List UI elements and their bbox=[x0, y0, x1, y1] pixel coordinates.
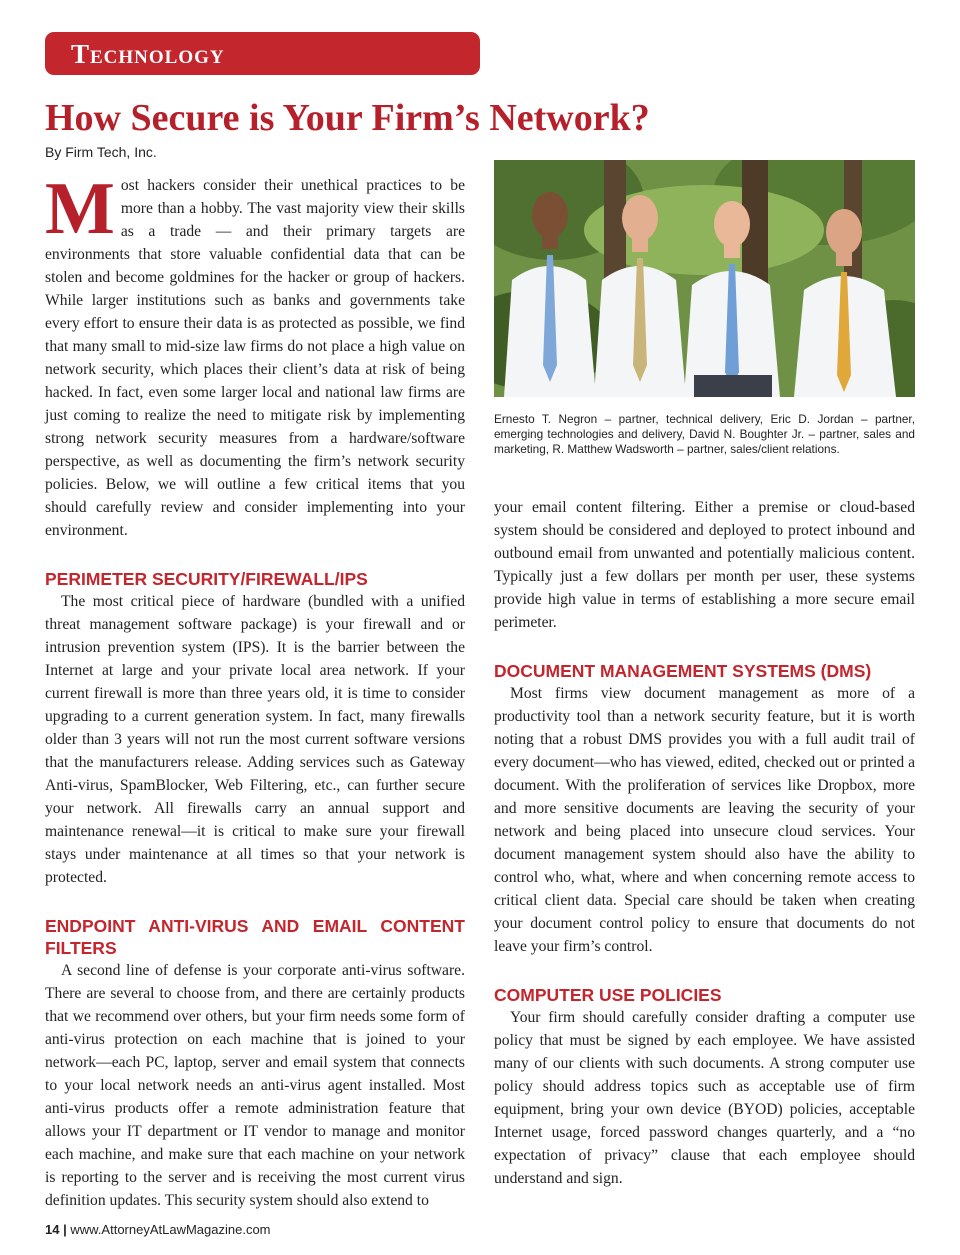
left-column bbox=[45, 168, 465, 1212]
heading-document-management: DOCUMENT MANAGEMENT SYSTEMS (DMS) bbox=[494, 661, 872, 681]
perimeter-security-body: The most critical piece of hardware (bundled with a unified threat management software package) is your firewall and or intrusion prevention system (IPS). It is the barrier between the Internet at large and your private local area network. If your current firewall is more than three years old, it is time to consider upgrading to a current generation system. In fact, many firewalls older than 3 years will not run the most current software versions that the manufacturers release. Adding services such as Gateway Anti-virus, SpamBlocker, Web Filtering, etc., can further secure your network. All firewalls carry an annual support and maintenance renewal—it is critical to make sure your firewall stays under maintenance at all times so that your network is protected. bbox=[45, 593, 465, 886]
intro-text: ost hackers consider their unethical practices to be more than a hobby. The vast majority view their skills as a trade — and their primary targets are environments that store valuable confidential data that can be stolen and become goldmines for the hacker or group of hackers. While larger institutions such as banks and governments take every effort to ensure their data is as protected as possible, we find that many small to mid-size law firms do not place a high value on network security, which places their client’s data at risk of being hacked. In fact, even some larger local and national law firms are just coming to realize the need to mitigate risk by implementing strong network security measures from a hardware/software perspective, as well as documenting the firm’s network security policies. Below, we will outline a few critical items that you should carefully review and consider implementing into your environment. bbox=[45, 177, 465, 539]
article-title: How Secure is Your Firm’s Network? bbox=[45, 97, 650, 139]
photo-caption: Ernesto T. Negron – partner, technical delivery, Eric D. Jordan – partner, emerging technologies and delivery, David N. Boughter Jr. – partner, sales and marketing, R. Matthew Wadsworth – partner, sales/client relations. bbox=[494, 412, 915, 456]
section-banner bbox=[45, 32, 480, 75]
drop-cap: M bbox=[45, 168, 115, 250]
computer-use-policies-body: Your firm should carefully consider drafting a computer use policy that must be signed by each employee. We have assisted many of our clients with such documents. A strong computer use policy should address topics such as acceptable use of firm equipment, bring your own device (BYOD) policies, acceptable Internet usage, forced password changes quarterly, and a “no expectation of privacy” clause that each employee should understand and sign. bbox=[494, 1009, 915, 1187]
right-column bbox=[494, 496, 915, 1190]
intro-paragraph bbox=[45, 168, 465, 542]
heading-perimeter-security: PERIMETER SECURITY/FIREWALL/IPS bbox=[45, 569, 368, 589]
section-banner-label: Technology bbox=[71, 39, 225, 69]
heading-endpoint-antivirus: ENDPOINT ANTI-VIRUS AND EMAIL CONTENT FILTERS bbox=[45, 916, 465, 958]
footer-website: www.AttorneyAtLawMagazine.com bbox=[70, 1222, 271, 1237]
partners-photo bbox=[494, 160, 915, 397]
footer-separator: | bbox=[63, 1222, 67, 1237]
endpoint-antivirus-continued: your email content filtering. Either a premise or cloud-based system should be considered and deployed to protect inbound and outbound email from unwanted and potentially malicious content. Typically just a few dollars per month per user, these systems provide high value in terms of establishing a more secure email perimeter. bbox=[494, 499, 915, 631]
heading-computer-use-policies: COMPUTER USE POLICIES bbox=[494, 985, 722, 1005]
endpoint-antivirus-body: A second line of defense is your corporate anti-virus software. There are several to choose from, and there are certainly products that we recommend over others, but your firm needs some form of anti-virus protection on each machine that is joined to your network—each PC, laptop, server and email system that connects to your local network needs an anti-virus agent installed. Most anti-virus products offer a remote administration feature that allows your IT department or IT vendor to manage and monitor each machine, and make sure that each machine on your network is reporting to the server and is receiving the most current virus definition updates. This security system should also extend to bbox=[45, 962, 465, 1209]
partners-photo-illustration bbox=[494, 160, 915, 397]
byline: By Firm Tech, Inc. bbox=[45, 144, 157, 160]
page-number: 14 bbox=[45, 1222, 60, 1237]
page-footer bbox=[45, 1222, 271, 1237]
document-management-body: Most firms view document management as more of a productivity tool than a network security feature, but it is worth noting that a robust DMS provides you with a full audit trail of every document—who has viewed, edited, checked out or printed a document. With the proliferation of services like Dropbox, more and more sensitive documents are leaving the security of your network and being placed into unsecure cloud services. Your document management system should also have the ability to control who, what, where and when concerning remote access to critical client data. Special care should be taken when creating your document control policy to ensure that documents do not leave your firm’s control. bbox=[494, 685, 915, 955]
